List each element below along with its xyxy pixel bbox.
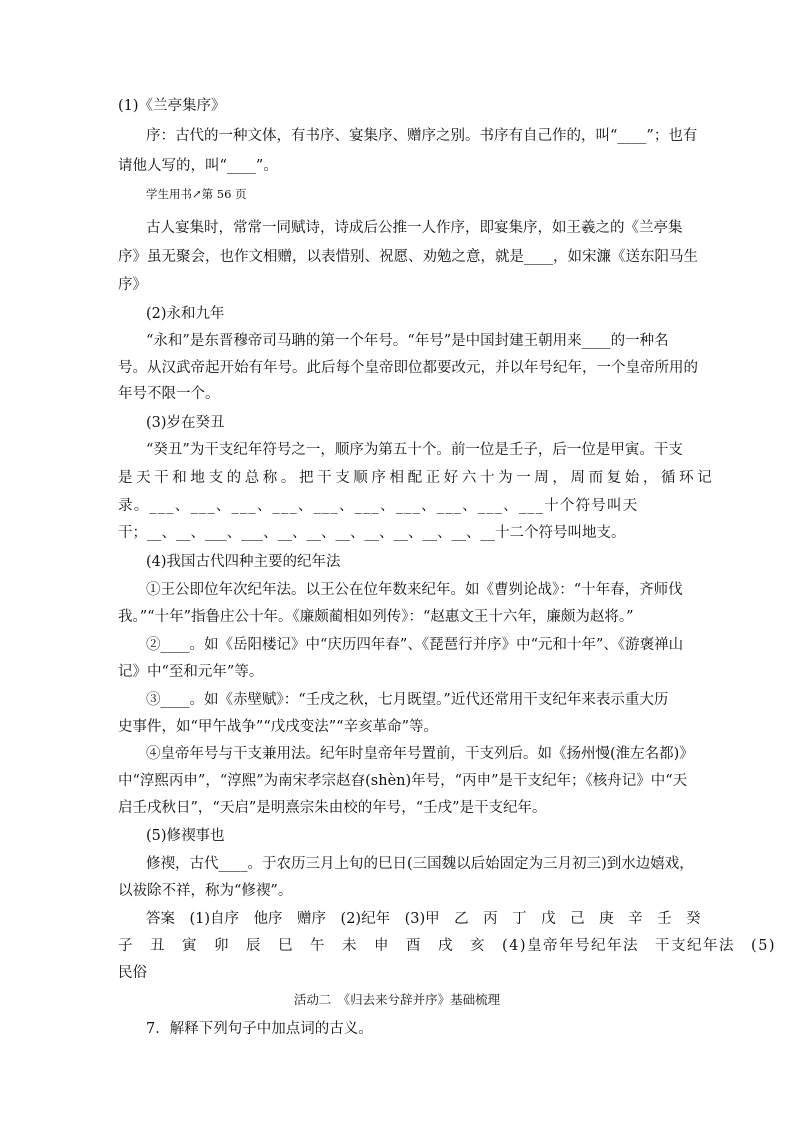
section-heading-4: (4)我国古代四种主要的纪年法 — [146, 554, 341, 570]
textbook-page-reference: 学生用书↗第 56 页 — [146, 187, 247, 201]
paragraph-line: 年号不限一个。 — [118, 386, 220, 402]
paragraph-line: 修禊，古代____。于农历三月上旬的巳日(三国魏以后始固定为三月初三)到水边嬉戏， — [146, 856, 694, 872]
paragraph-line: 序：古代的一种文体，有书序、宴集序、赠序之别。书序有自己作的，叫“____”；也有 — [146, 128, 698, 144]
paragraph-line: “永和”是东晋穆帝司马聃的第一个年号。“年号”是中国封建王朝用来____的一种名 — [146, 333, 669, 349]
section-heading-5: (5)修禊事也 — [146, 828, 225, 844]
paragraph-line: 古人宴集时，常常一同赋诗，诗成后公推一人作序，即宴集序，如王羲之的《兰亭集 — [146, 220, 683, 236]
question-prompt: 7．解释下列句子中加点词的古义。 — [146, 1021, 373, 1037]
paragraph-line: 启壬戌秋日”，“天启”是明熹宗朱由校的年号，“壬戌”是干支纪年。 — [118, 800, 547, 816]
paragraph-line: 号。从汉武帝起开始有年号。此后每个皇帝即位都要改元，并以年号纪年，一个皇帝所用的 — [118, 360, 698, 376]
section-heading-2: (2)永和九年 — [146, 306, 225, 322]
paragraph-line: 是天干和地支的总称。把干支顺序相配正好六十为一周，周而复始，循环记 — [118, 470, 716, 486]
fill-blank-line: 录。___、___、___、___、___、___、___、___、___、___十个符号叫天 — [118, 498, 639, 514]
paragraph-line: 记》中“至和元年”等。 — [118, 664, 264, 680]
section-heading-1: (1)《兰亭集序》 — [118, 98, 226, 114]
paragraph-line: ①王公即位年次纪年法。以王公在位年数来纪年。如《曹刿论战》：“十年春，齐师伐 — [146, 582, 683, 598]
paragraph-line: ③____。如《赤壁赋》：“壬戌之秋，七月既望。”近代还常用干支纪年来表示重大历 — [146, 692, 669, 708]
paragraph-line: ④皇帝年号与干支兼用法。纪年时皇帝年号置前，干支列后。如《扬州慢(淮左名都)》 — [146, 746, 694, 762]
paragraph-line: 史事件，如“甲午战争”“戊戌变法”“辛亥革命”等。 — [118, 719, 438, 735]
paragraph-line: 序》虽无聚会，也作文相赠，以表惜别、祝愿、劝勉之意，就是____，如宋濂《送东阳马生 — [118, 249, 698, 265]
answer-line: 子 丑 寅 卯 辰 巳 午 未 申 酉 戌 亥 (4)皇帝年号纪年法 干支纪年法 (5) — [118, 938, 777, 954]
paragraph-line: 中“淳熙丙申”，“淳熙”为南宋孝宗赵昚(shèn)年号，“丙申”是干支纪年；《核舟记》中“天 — [118, 773, 688, 789]
activity-heading: 活动二 《归去来兮辞并序》基础梳理 — [293, 992, 501, 1007]
fill-blank-line: 干；__、__、___、___、__、__、__、__、__、__、__、__十二个符号叫地支。 — [118, 525, 626, 541]
answer-line: 民俗 — [118, 965, 147, 981]
paragraph-line: 以祓除不祥，称为“修禊”。 — [118, 883, 293, 899]
paragraph-line: ②____。如《岳阳楼记》中“庆历四年春”、《琵琶行并序》中“元和十年”、《游褒禅山 — [146, 637, 684, 653]
paragraph-line: 序》 — [118, 277, 147, 293]
paragraph-line: “癸丑”为干支纪年符号之一，顺序为第五十个。前一位是壬子，后一位是甲寅。干支 — [146, 442, 683, 458]
answer-line: 答案 (1)自序 他序 赠序 (2)纪年 (3)甲 乙 丙 丁 戊 己 庚 辛 壬 癸 — [146, 911, 701, 927]
section-heading-3: (3)岁在癸丑 — [146, 415, 225, 431]
paragraph-line: 我。”“十年”指鲁庄公十年。《廉颇蔺相如列传》：“赵惠文王十六年，廉颇为赵将。” — [118, 609, 634, 625]
paragraph-line: 请他人写的，叫“____”。 — [118, 158, 278, 174]
